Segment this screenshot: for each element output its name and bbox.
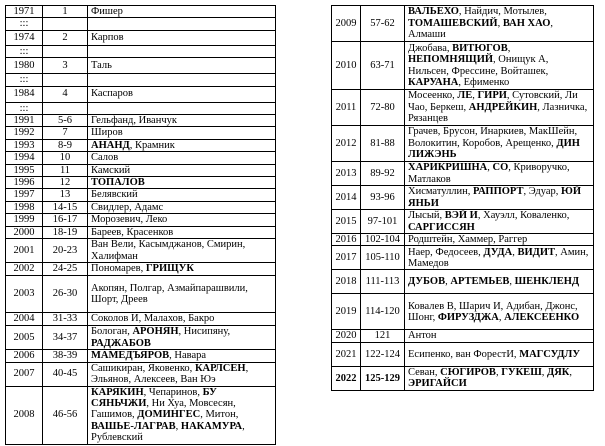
- place-cell: 26-30: [43, 276, 88, 313]
- player-name: Гельфанд, Иванчук: [91, 115, 177, 127]
- table-row: [6, 201, 276, 213]
- players-cell: [405, 270, 594, 294]
- player-name-bold: ЭРИГАЙСИ: [408, 378, 467, 390]
- table-row: [6, 326, 276, 350]
- player-name-bold: ЛЕ: [457, 90, 473, 102]
- player-name: Севан,: [408, 366, 441, 378]
- player-name: ,: [497, 17, 503, 29]
- right-table-body: [332, 6, 594, 391]
- table-row: [6, 115, 276, 127]
- place-cell: 7: [43, 127, 88, 139]
- player-name: Соколов И, Малахов, Бакро: [91, 313, 215, 325]
- players-cell: [405, 186, 594, 210]
- player-name: , Рублевский: [91, 420, 245, 444]
- player-name: Мосеенко,: [408, 90, 458, 102]
- player-name-bold: ХАРИКРИШНА: [408, 162, 488, 174]
- player-name-bold: СЮГИРОВ: [440, 366, 496, 378]
- player-name: Таль: [91, 60, 112, 72]
- player-name: ,: [487, 162, 493, 174]
- table-row: [6, 18, 276, 30]
- year-cell: 2018: [332, 270, 361, 294]
- place-cell: 11: [43, 164, 88, 176]
- players-cell: [88, 350, 276, 362]
- players-cell: [88, 263, 276, 276]
- year-cell: 2016: [332, 234, 361, 246]
- place-cell: [43, 74, 88, 86]
- player-name: ,: [498, 311, 505, 323]
- table-row: [6, 127, 276, 139]
- table-row: [332, 42, 594, 90]
- year-cell: 1984: [6, 86, 43, 102]
- player-name: Камский: [91, 164, 131, 176]
- year-cell: 2004: [6, 313, 43, 326]
- left-table-body: [6, 6, 276, 445]
- year-cell: 1996: [6, 177, 43, 189]
- table-row: [332, 330, 594, 342]
- table-row: [6, 164, 276, 176]
- player-name-bold: ГУКЕШ: [501, 366, 542, 378]
- players-cell: [88, 177, 276, 189]
- year-cell: :::: [6, 18, 43, 30]
- year-cell: 1993: [6, 139, 43, 151]
- player-name-bold: НЕПОМНЯЩИЙ: [408, 54, 494, 66]
- player-name-bold: ДИН ЛИЖЭНЬ: [408, 137, 580, 161]
- table-row: [332, 6, 594, 42]
- players-cell: [88, 239, 276, 263]
- year-cell: 2008: [6, 386, 43, 444]
- year-cell: 1994: [6, 152, 43, 164]
- place-cell: 89-92: [361, 162, 405, 186]
- place-cell: 57-62: [361, 6, 405, 42]
- players-cell: [405, 126, 594, 162]
- year-cell: 2012: [332, 126, 361, 162]
- table-row: [332, 246, 594, 270]
- year-cell: 2010: [332, 42, 361, 90]
- table-row: [6, 177, 276, 189]
- table-row: [6, 102, 276, 114]
- table-row: [6, 362, 276, 386]
- table-row: [6, 139, 276, 151]
- player-name-bold: ВАШЬЕ-ЛАГРАВ: [91, 420, 176, 432]
- player-name: , Онищук А, Нильсен, Фрессине, Войташек,: [408, 54, 549, 77]
- player-name-bold: РАППОРТ: [473, 186, 524, 198]
- year-cell: 2003: [6, 276, 43, 313]
- player-name: , Амин, Мамедов: [408, 246, 589, 269]
- place-cell: 81-88: [361, 126, 405, 162]
- place-cell: [43, 102, 88, 114]
- table-row: [6, 45, 276, 57]
- year-cell: 1991: [6, 115, 43, 127]
- place-cell: 93-96: [361, 186, 405, 210]
- place-cell: 20-23: [43, 239, 88, 263]
- player-name: Белявский: [91, 189, 138, 201]
- player-name-bold: ГРИЩУК: [145, 263, 194, 275]
- table-row: [6, 152, 276, 164]
- player-name: Джобава,: [408, 42, 453, 54]
- table-row: [332, 126, 594, 162]
- players-cell: [405, 42, 594, 90]
- year-cell: 2014: [332, 186, 361, 210]
- players-cell: [88, 226, 276, 238]
- place-cell: 24-25: [43, 263, 88, 276]
- year-cell: 2005: [6, 326, 43, 350]
- players-cell: [88, 115, 276, 127]
- table-row: [6, 226, 276, 238]
- place-cell: 122-124: [361, 342, 405, 366]
- player-name: , Митон,: [200, 409, 239, 421]
- table-row: [6, 30, 276, 45]
- player-name: , Криворучко, Матлаков: [408, 162, 570, 185]
- player-name: ,: [507, 42, 511, 54]
- player-name: , Эдуар,: [523, 186, 562, 198]
- place-cell: 2: [43, 30, 88, 45]
- place-cell: 34-37: [43, 326, 88, 350]
- player-name: Бареев, Красенков: [91, 226, 174, 238]
- player-name: ,: [472, 90, 478, 102]
- player-name-bold: МАГСУДЛУ: [519, 348, 581, 360]
- player-name-bold: ДУБОВ: [408, 276, 446, 288]
- place-cell: [43, 45, 88, 57]
- player-name: Хисматуллин,: [408, 186, 474, 198]
- player-name: Каспаров: [91, 88, 133, 100]
- players-cell: [405, 210, 594, 234]
- players-cell: [88, 74, 276, 86]
- place-cell: 111-113: [361, 270, 405, 294]
- place-cell: 40-45: [43, 362, 88, 386]
- players-cell: [405, 342, 594, 366]
- year-cell: 2019: [332, 294, 361, 330]
- year-cell: 2000: [6, 226, 43, 238]
- player-name-bold: ВИДИТ: [517, 246, 556, 258]
- year-cell: 2015: [332, 210, 361, 234]
- table-row: [332, 342, 594, 366]
- player-name: Пономарев,: [91, 263, 146, 275]
- players-cell: [88, 18, 276, 30]
- players-cell: [405, 90, 594, 126]
- year-cell: 1992: [6, 127, 43, 139]
- table-row: [6, 263, 276, 276]
- player-name: Морозевич, Леко: [91, 214, 168, 226]
- player-name-bold: КАРУАНА: [408, 76, 459, 88]
- place-cell: [43, 18, 88, 30]
- player-name: Ван Вели, Касымджанов, Смирин, Халифман: [91, 239, 246, 262]
- year-cell: 2022: [332, 366, 361, 390]
- year-cell: 2020: [332, 330, 361, 342]
- player-name: ,: [445, 276, 451, 288]
- place-cell: 125-129: [361, 366, 405, 390]
- players-cell: [88, 214, 276, 226]
- place-cell: 97-101: [361, 210, 405, 234]
- player-name: , Чепаринов,: [143, 386, 203, 398]
- table-row: [6, 6, 276, 18]
- place-cell: 8-9: [43, 139, 88, 151]
- year-cell: 1995: [6, 164, 43, 176]
- player-name: ,: [495, 366, 502, 378]
- player-name-bold: АРОНЯН: [132, 326, 179, 338]
- players-cell: [405, 330, 594, 342]
- year-cell: 2009: [332, 6, 361, 42]
- player-name-bold: АРТЕМЬЕВ: [450, 276, 510, 288]
- player-name: ,: [512, 246, 518, 258]
- player-name: , Найдич, Мотылев,: [458, 6, 547, 18]
- players-cell: [405, 246, 594, 270]
- player-name: Сашикиран, Яковенко,: [91, 362, 195, 374]
- place-cell: 13: [43, 189, 88, 201]
- player-name: Карпов: [91, 32, 124, 44]
- player-name: , Алмаши: [408, 17, 553, 41]
- players-cell: [88, 313, 276, 326]
- player-name: Антон: [408, 330, 437, 342]
- player-name-bold: ВЭЙ И: [444, 210, 478, 222]
- players-cell: [88, 102, 276, 114]
- player-name-bold: МАМЕДЪЯРОВ: [91, 350, 170, 362]
- player-name-bold: ШЕНКЛЕНД: [514, 276, 580, 288]
- players-cell: [88, 189, 276, 201]
- year-cell: 1997: [6, 189, 43, 201]
- player-name: , Хауэлл, Коваленко,: [477, 210, 570, 222]
- player-name: Ковалев В, Шарич И, Адибан, Джонс, Шонг,: [408, 300, 578, 323]
- player-name-bold: АНДРЕЙКИН: [468, 101, 538, 113]
- year-cell: 2001: [6, 239, 43, 263]
- player-name-bold: ФИРУЗДЖА: [437, 311, 499, 323]
- players-cell: [88, 30, 276, 45]
- table-row: [332, 270, 594, 294]
- players-cell: [405, 234, 594, 246]
- players-cell: [405, 6, 594, 42]
- year-cell: 2007: [6, 362, 43, 386]
- player-name: , Нисипяну,: [178, 326, 231, 338]
- players-cell: [88, 276, 276, 313]
- players-cell: [405, 162, 594, 186]
- year-cell: 1980: [6, 58, 43, 74]
- year-cell: 2013: [332, 162, 361, 186]
- table-row: [6, 313, 276, 326]
- player-name: , Ефименко: [458, 76, 510, 88]
- players-cell: [88, 326, 276, 350]
- player-name-bold: ГИРИ: [477, 90, 507, 102]
- player-name: Бологан,: [91, 326, 133, 338]
- players-cell: [88, 201, 276, 213]
- place-cell: 18-19: [43, 226, 88, 238]
- player-name: ,: [509, 276, 515, 288]
- player-name-bold: ВИТЮГОВ: [452, 42, 508, 54]
- place-cell: 4: [43, 86, 88, 102]
- player-name-bold: ДУДА: [483, 246, 513, 258]
- player-name: , Крамник: [129, 139, 175, 151]
- player-name-bold: ДЯК: [546, 366, 570, 378]
- table-row: [6, 239, 276, 263]
- player-name: ,: [541, 366, 547, 378]
- place-cell: 10: [43, 152, 88, 164]
- place-cell: 121: [361, 330, 405, 342]
- player-name-bold: САРГИССЯН: [408, 221, 475, 233]
- year-cell: 2002: [6, 263, 43, 276]
- player-name-bold: ДОМИНГЕС: [137, 409, 201, 421]
- player-name: ,: [175, 420, 181, 432]
- player-name: , Эльянов, Алексеев, Ван Юэ: [91, 362, 249, 385]
- place-cell: 14-15: [43, 201, 88, 213]
- year-cell: :::: [6, 45, 43, 57]
- player-name: Родштейн, Хаммер, Раггер: [408, 234, 528, 245]
- players-cell: [88, 45, 276, 57]
- player-name-bold: ВАЛЬЕХО: [408, 6, 459, 18]
- place-cell: 72-80: [361, 90, 405, 126]
- year-cell: 2011: [332, 90, 361, 126]
- place-cell: 102-104: [361, 234, 405, 246]
- player-name: , Сутовский, Ли Чао, Беркеш,: [408, 90, 578, 113]
- table-row: [332, 366, 594, 390]
- player-name: Грачев, Брусон, Инаркиев, МакШейн, Волокитин, Коробов, Арещенко,: [408, 126, 578, 149]
- players-cell: [88, 386, 276, 444]
- players-cell: [88, 362, 276, 386]
- player-name-bold: ТОМАШЕВСКИЙ: [408, 17, 498, 29]
- player-name: Есипенко, ван ФорестИ,: [408, 348, 520, 360]
- table-row: [332, 90, 594, 126]
- player-name-bold: КАРЛСЕН: [194, 362, 246, 374]
- player-name: Лысый,: [408, 210, 445, 222]
- right-table: [331, 5, 594, 391]
- table-row: [6, 74, 276, 86]
- place-cell: 3: [43, 58, 88, 74]
- year-cell: 2021: [332, 342, 361, 366]
- table-row: [6, 189, 276, 201]
- place-cell: 5-6: [43, 115, 88, 127]
- table-row: [6, 276, 276, 313]
- table-row: [6, 386, 276, 444]
- player-name: Широв: [91, 127, 123, 139]
- year-cell: 1998: [6, 201, 43, 213]
- player-name: Свидлер, Адамс: [91, 201, 164, 213]
- year-cell: :::: [6, 74, 43, 86]
- year-cell: 1971: [6, 6, 43, 18]
- player-name: , Лазничка, Рязанцев: [408, 101, 588, 125]
- player-name: ,: [569, 366, 573, 378]
- player-name-bold: СО: [492, 162, 509, 174]
- year-cell: 2006: [6, 350, 43, 362]
- place-cell: 16-17: [43, 214, 88, 226]
- year-cell: :::: [6, 102, 43, 114]
- player-name-bold: АЛЕКСЕЕНКО: [504, 311, 580, 323]
- place-cell: 46-56: [43, 386, 88, 444]
- player-name: Акопян, Полгар, Азмайпарашвили, Шорт, Дреев: [91, 282, 248, 306]
- table-row: [6, 350, 276, 362]
- player-name: Фишер: [91, 6, 123, 17]
- player-name-bold: ЮЙ ЯНЬИ: [408, 186, 582, 209]
- left-table: [5, 5, 276, 445]
- players-cell: [88, 127, 276, 139]
- table-row: [6, 214, 276, 226]
- players-cell: [405, 294, 594, 330]
- place-cell: 1: [43, 6, 88, 18]
- place-cell: 105-110: [361, 246, 405, 270]
- player-name-bold: АНАНД: [91, 139, 130, 151]
- player-name-bold: НАКАМУРА: [180, 420, 243, 432]
- players-cell: [88, 58, 276, 74]
- player-name-bold: РАДЖАБОВ: [91, 337, 151, 349]
- year-cell: 1974: [6, 30, 43, 45]
- place-cell: 63-71: [361, 42, 405, 90]
- player-name: Салов: [91, 152, 119, 164]
- year-cell: 2017: [332, 246, 361, 270]
- player-name-bold: КАРЯКИН: [91, 386, 144, 398]
- table-row: [332, 294, 594, 330]
- table-row: [332, 234, 594, 246]
- table-row: [332, 186, 594, 210]
- player-name-bold: ТОПАЛОВ: [91, 177, 145, 189]
- players-cell: [88, 6, 276, 18]
- place-cell: 38-39: [43, 350, 88, 362]
- players-cell: [88, 164, 276, 176]
- table-row: [332, 210, 594, 234]
- player-name: , Ни Хуа, Мовсесян, Гашимов,: [91, 397, 236, 421]
- players-cell: [88, 86, 276, 102]
- players-cell: [88, 139, 276, 151]
- player-name-bold: БУ СЯНЬЧЖИ: [91, 386, 217, 409]
- player-name-bold: ВАН ХАО: [502, 17, 551, 29]
- table-row: [332, 162, 594, 186]
- place-cell: 31-33: [43, 313, 88, 326]
- players-cell: [405, 366, 594, 390]
- table-row: [6, 58, 276, 74]
- player-name: Наер, Федосеев,: [408, 246, 484, 258]
- player-name: , Навара: [169, 350, 207, 362]
- year-cell: 1999: [6, 214, 43, 226]
- place-cell: 114-120: [361, 294, 405, 330]
- place-cell: 12: [43, 177, 88, 189]
- table-row: [6, 86, 276, 102]
- players-cell: [88, 152, 276, 164]
